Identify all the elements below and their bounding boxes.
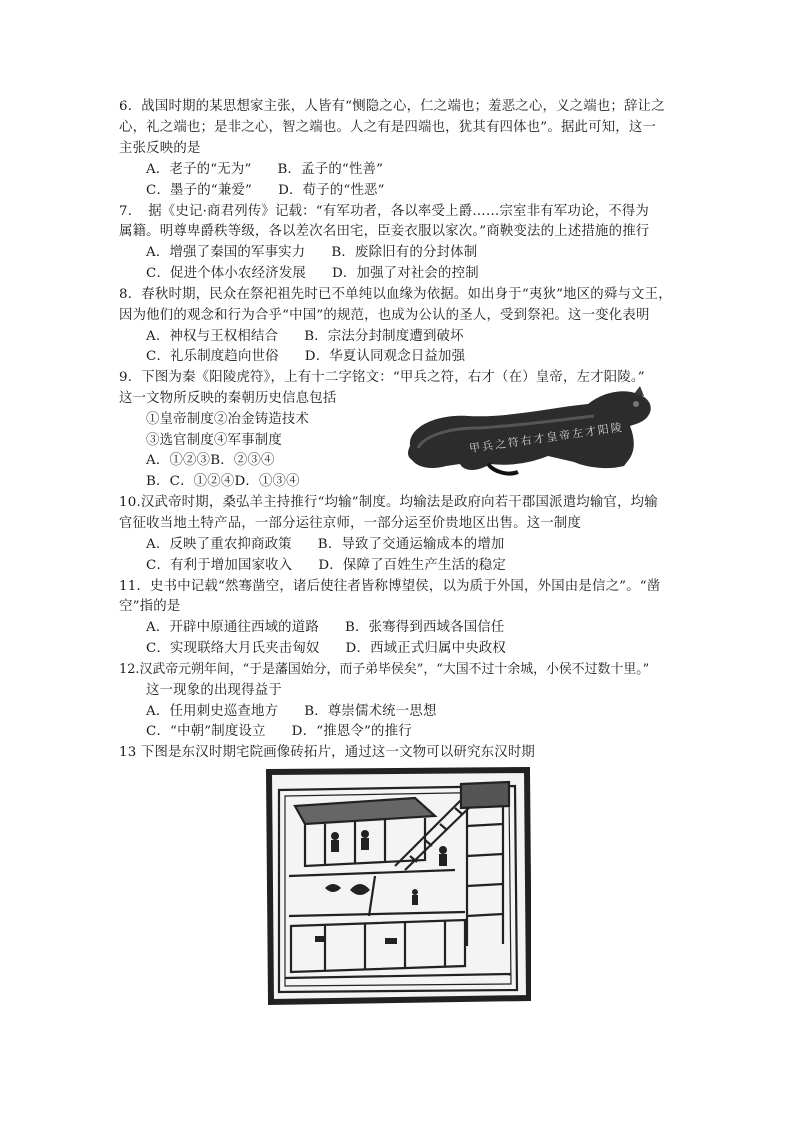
q6-options-row2 [146,181,385,201]
q12-stem-line2: 这一现象的出现得益于 [146,683,282,698]
q7-options-row1 [146,243,477,263]
q11-stem-line2: 空”指的是 [119,599,181,614]
tiger-inscription-text: 甲兵之符右才皇帝左才阳陵 [468,420,625,456]
q6-option-c[interactable]: C．墨子的“兼爱” [146,183,253,198]
q9-stem-line2: 这一文物所反映的秦朝历史信息包括 [119,391,337,406]
q10-option-a[interactable]: A．反映了重农抑商政策 [146,537,292,552]
q11-option-b[interactable]: B．张骞得到西域各国信任 [344,620,505,635]
q7-option-a[interactable]: A．增强了秦国的军事实力 [146,245,306,260]
q10-stem-line1: 10.汉武帝时期，桑弘羊主持推行“均输”制度。均输法是政府向若干郡国派遣均输官，均输 [119,495,658,510]
q12-option-a[interactable]: A．任用刺史巡查地方 [146,704,279,719]
q12-option-d[interactable]: D．“推恩令”的推行 [291,724,412,739]
q6-options-row1 [146,160,383,180]
q8-stem-line1: 8．春秋时期，民众在祭祀祖先时已不单纯以血缘为依据。如出身于“夷狄”地区的舜与文王， [119,287,672,302]
q7-option-c[interactable]: C．促进个体小农经济发展 [146,266,306,281]
q6-stem-line2: 心，礼之端也；是非之心，智之端也。人之有是四端也，犹其有四体也”。据此可知，这一 [119,120,657,135]
q11-option-c[interactable]: C．实现联络大月氏夹击匈奴 [146,641,320,656]
q9-stem-line1: 9．下图为秦《阳陵虎符》，上有十二字铭文：“甲兵之符，右才（在）皇帝，左才阳陵。” [119,370,645,385]
q11-option-a[interactable]: A．开辟中原通往西域的道路 [146,620,319,635]
q9-options-ab[interactable]: A．①②③B．②③④ [146,453,275,468]
q10-option-c[interactable]: C．有利于增加国家收入 [146,558,293,573]
q7-options-row2 [146,264,479,284]
q6-stem-line3: 主张反映的是 [119,141,201,156]
q13-stem-line1: 13 下图是东汉时期宅院画像砖拓片，通过这一文物可以研究东汉时期 [119,745,536,760]
q7-stem-line1: 7． 据《史记·商君列传》记载：“有军功者，各以率受上爵……宗室非有军功论，不得为 [119,204,649,219]
q12-option-c[interactable]: C．“中朝”制度设立 [146,724,266,739]
q8-option-b[interactable]: B．宗法分封制度遭到破坏 [304,329,464,344]
q12-option-b[interactable]: B．尊崇儒术统一思想 [304,704,437,719]
q12-options-row2 [146,722,412,742]
q7-option-d[interactable]: D．加强了对社会的控制 [331,266,479,281]
han-courtyard-brick-rubbing-image [265,766,531,1006]
q10-options-row1 [146,535,505,555]
q8-option-a[interactable]: A．神权与王权相结合 [146,329,279,344]
q11-options-row2 [146,639,506,659]
q8-options-row2 [146,347,465,367]
q12-stem-line1: 12.汉武帝元朔年间，“于是藩国始分，而子弟毕侯矣”，“大国不过十余城，小侯不过数十里。” [119,662,650,677]
q10-options-row2 [146,556,506,576]
q9-statements-3-4: ③选官制度④军事制度 [146,433,282,448]
q8-option-c[interactable]: C．礼乐制度趋向世俗 [146,349,279,364]
q9-statements-1-2: ①皇帝制度②冶金铸造技术 [146,412,310,427]
q6-option-b[interactable]: B．孟子的“性善” [277,162,384,177]
q8-options-row1 [146,327,464,347]
q7-stem-line2: 属籍。明尊卑爵秩等级，各以差次名田宅，臣妾衣服以家次。”商鞅变法的上述措施的推行 [119,224,650,239]
q7-option-b[interactable]: B．废除旧有的分封体制 [331,245,478,260]
q11-options-row1 [146,618,505,638]
q11-option-d[interactable]: D．西域正式归属中央政权 [345,641,506,656]
yangling-tiger-tally-image [398,386,655,480]
q8-option-d[interactable]: D．华夏认同观念日益加强 [304,349,466,364]
q10-stem-line2: 官征收当地土特产品，一部分运往京师，一部分运至价贵地区出售。这一制度 [119,516,582,531]
q10-option-b[interactable]: B．导致了交通运输成本的增加 [317,537,505,552]
q8-stem-line2: 因为他们的观念和行为合乎“中国”的规范，也成为公认的圣人，受到祭祀。这一变化表明 [119,308,650,323]
q12-options-row1 [146,702,437,722]
q6-stem-line1: 6．战国时期的某思想家主张，人皆有“恻隐之心，仁之端也；羞恶之心，义之端也；辞让之 [119,99,665,114]
q10-option-d[interactable]: D．保障了百姓生产生活的稳定 [318,558,506,573]
q6-option-d[interactable]: D．荀子的“性恶” [278,183,385,198]
q9-options-cd[interactable]: B．C．①②④D．①③④ [146,474,300,489]
q11-stem-line1: 11．史书中记载“然骞凿空，诸后使往者皆称博望侯，以为质于外国，外国由是信之”。“凿 [119,579,661,594]
q6-option-a[interactable]: A．老子的“无为” [146,162,252,177]
